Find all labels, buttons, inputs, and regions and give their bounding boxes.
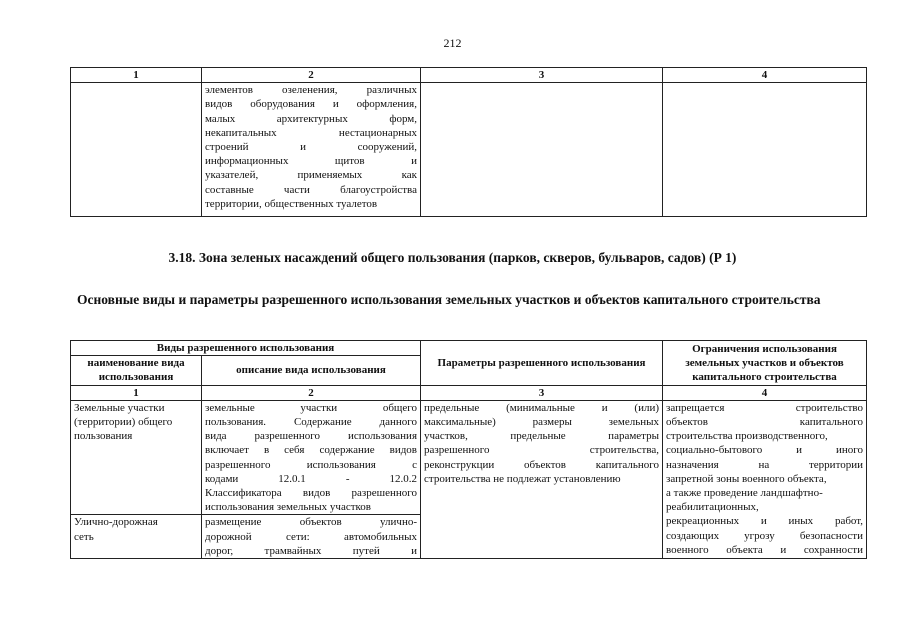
text-line: малых архитектурных форм, xyxy=(205,112,417,125)
text-line: (территории) общего xyxy=(74,416,173,429)
continued-table xyxy=(70,67,867,217)
text-line: дорожной сети: автомобильных xyxy=(205,530,418,543)
name-header: наименование вида использования xyxy=(71,356,202,385)
column-number-1: 1 xyxy=(71,68,202,83)
text-line: участков, предельные параметры xyxy=(424,430,660,443)
text-line: пользования. Содержание данного xyxy=(205,416,418,429)
text-line: строений и сооружений, xyxy=(205,141,417,154)
table-row xyxy=(71,400,867,515)
text-line: предельные (минимальные и (или) xyxy=(424,401,660,414)
text-line: объектов капитального xyxy=(666,416,864,429)
cell-name xyxy=(71,400,202,515)
text-line: указателей, применяемых как xyxy=(205,169,417,182)
text-line: кодами 12.0.1 - 12.0.2 xyxy=(205,472,418,485)
text-line: вида разрешенного использования xyxy=(205,430,418,443)
text-line: реконструкции объектов капитального xyxy=(424,458,660,471)
cell-restrictions xyxy=(663,400,867,558)
cell-description xyxy=(202,83,421,217)
text-line: пользования xyxy=(74,430,133,443)
params-header: Параметры разрешенного использования xyxy=(421,341,663,386)
column-number-2: 2 xyxy=(202,68,421,83)
column-number-4: 4 xyxy=(663,385,867,400)
section-heading: 3.18. Зона зеленых насаждений общего пользования (парков, скверов, бульваров, садов) (Р 1) xyxy=(168,250,737,265)
text-line: дорог, трамвайных путей и xyxy=(205,544,418,557)
text-line: реабилитационных, xyxy=(666,501,759,514)
column-number-4: 4 xyxy=(663,68,867,83)
text-line: запрещается строительство xyxy=(666,401,864,414)
text-line: видов оборудования и оформления, xyxy=(205,98,417,111)
text-line: составные части благоустройства xyxy=(205,183,417,196)
text-line: использования земельных участков xyxy=(205,501,371,514)
cell-name xyxy=(71,515,202,559)
text-line: территории, общественных туалетов xyxy=(205,197,378,210)
group-header: Виды разрешенного использования xyxy=(71,341,421,356)
cell-name xyxy=(71,83,202,217)
text-line: информационных щитов и xyxy=(205,155,417,168)
permitted-use-table xyxy=(70,340,867,559)
column-number-2: 2 xyxy=(202,385,421,400)
table-header-row xyxy=(71,341,867,356)
text-line: строительства не подлежат установлению xyxy=(424,472,621,485)
text-line: запретной зоны военного объекта, xyxy=(666,472,827,485)
text-line: элементов озеленения, различных xyxy=(205,84,417,97)
cell-description xyxy=(202,400,421,515)
text-line: Классификатора видов разрешенного xyxy=(205,487,418,500)
cell-params xyxy=(421,83,663,217)
text-line: некапитальных нестационарных xyxy=(205,126,417,139)
text-line: создающих угрозу безопасности xyxy=(666,529,864,542)
text-line: рекреационных и иных работ, xyxy=(666,515,864,528)
text-line: разрешенного строительства, xyxy=(424,444,660,457)
column-number-1: 1 xyxy=(71,385,202,400)
text-line: Земельные участки xyxy=(74,401,165,414)
description-header: описание вида использования xyxy=(202,356,421,385)
text-line: максимальные) размеры земельных xyxy=(424,416,660,429)
column-number-row xyxy=(71,385,867,400)
column-number-3: 3 xyxy=(421,385,663,400)
text-line: социально-бытового и иного xyxy=(666,444,864,457)
cell-params xyxy=(421,400,663,558)
text-line: а также проведение ландшафтно- xyxy=(666,487,823,500)
table-row xyxy=(71,83,867,217)
text-line: строительства производственного, xyxy=(666,430,828,443)
text-line: земельные участки общего xyxy=(205,401,418,414)
text-line: Улично-дорожная xyxy=(74,516,158,529)
text-line: сеть xyxy=(74,530,94,543)
restrictions-header: Ограничения использования земельных участков и объектов капитального строительства xyxy=(663,341,867,386)
page-number: 212 xyxy=(443,36,462,50)
text-line: включает в себя содержание видов xyxy=(205,444,418,457)
text-line: размещение объектов улично- xyxy=(205,516,418,529)
text-line: военного объекта и сохранности xyxy=(666,543,864,556)
column-number-3: 3 xyxy=(421,68,663,83)
table-header-row xyxy=(71,68,867,83)
subheading: Основные виды и параметры разрешенного использования земельных участков и объектов капитального строительства xyxy=(77,292,821,307)
cell-description xyxy=(202,515,421,559)
cell-restrictions xyxy=(663,83,867,217)
text-line: разрешенного использования с xyxy=(205,458,418,471)
text-line: назначения на территории xyxy=(666,458,864,471)
